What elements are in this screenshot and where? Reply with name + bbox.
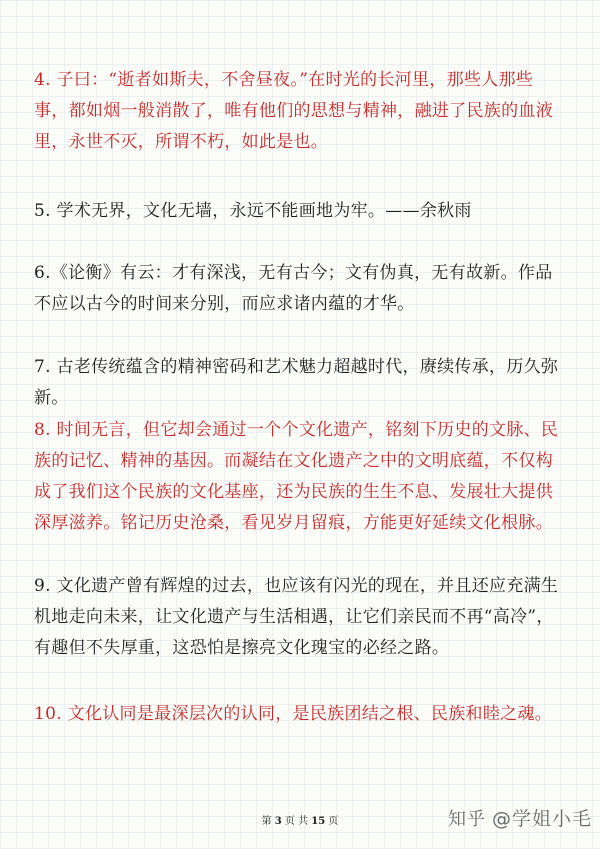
paragraph-5: 5. 学术无界，文化无墙，永远不能画地为牢。——余秋雨 (34, 201, 472, 221)
paragraph-10: 10. 文化认同是最深层次的认同，是民族团结之根、民族和睦之魂。 (34, 704, 553, 724)
paragraph-4: 4. 子曰：“逝者如斯夫，不舍昼夜。”在时光的长河里，那些人那些事，都如烟一般消散了，唯有他们的思想与精神，融进了民族的血液里，永世不灭，所谓不朽，如此是也。 (34, 70, 553, 152)
paragraph-7: 7. 古老传统蕴含的精神密码和艺术魅力超越时代，赓续传承，历久弥新。 (34, 357, 559, 408)
footer-prefix: 第 (261, 816, 272, 827)
total-pages-number: 15 (311, 816, 326, 827)
paragraph-6: 6.《论衡》有云：才有深浅，无有古今；文有伪真，无有故新。作品不应以古今的时间来分别，而应求诸内蕴的才华。 (34, 263, 553, 314)
watermark (448, 804, 592, 831)
watermark-brand: 知乎 (447, 808, 486, 830)
footer-suffix: 页 (328, 816, 339, 827)
watermark-handle: @学姐小毛 (491, 808, 592, 830)
paragraph-9: 9. 文化遗产曾有辉煌的过去，也应该有闪光的现在，并且还应充满生机地走向未来，让文化遗产与生活相遇，让它们亲民而不再“高冷”，有趣但不失厚重，这恐怕是擦亮文化瑰宝的必经之路。 (34, 576, 559, 658)
footer-middle: 页 共 (284, 816, 309, 827)
current-page-number: 3 (274, 816, 282, 827)
paragraph-8: 8. 时间无言，但它却会通过一个个文化遗产，铭刻下历史的文脉、民族的记忆、精神的基因。而凝结在文化遗产之中的文明底蕴，不仅构成了我们这个民族的文化基座，还为民族的生生不息、发展壮大提供深厚滋养。铭记历史沧桑，看见岁月留痕，方能更好延续文化根脉。 (34, 420, 559, 533)
